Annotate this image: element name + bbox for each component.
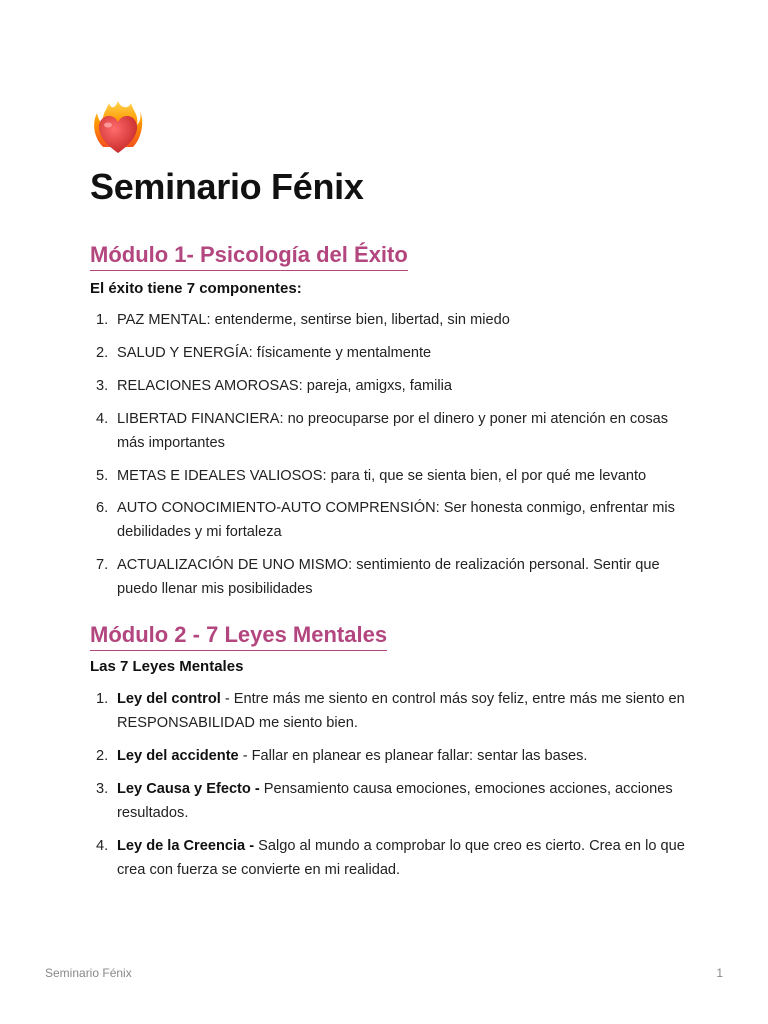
list-item <box>90 496 690 544</box>
list-item-number: 4. <box>96 411 109 427</box>
list-item-text: ACTUALIZACIÓN DE UNO MISMO: sentimiento de realización personal. Sentir que puedo llenar mis posibilidades <box>117 557 660 597</box>
list-item-text: - Fallar en planear es planear fallar: sentar las bases. <box>238 748 588 764</box>
list-item <box>90 308 690 332</box>
list-item-number: 7. <box>96 557 109 573</box>
list-item-text: RELACIONES AMOROSAS: pareja, amigxs, familia <box>117 378 452 394</box>
list-item <box>90 374 690 398</box>
list-item-number: 2. <box>96 748 109 764</box>
list-item-text: LIBERTAD FINANCIERA: no preocuparse por el dinero y poner mi atención en cosas más importantes <box>117 411 669 451</box>
module-1-subheading: El éxito tiene 7 componentes: <box>90 280 302 297</box>
list-item-number: 4. <box>96 838 109 854</box>
module-1-list <box>90 308 690 601</box>
list-item-number: 6. <box>96 500 109 516</box>
list-item-text: Pensamiento causa emociones, emociones acciones, acciones resultados. <box>117 781 673 821</box>
list-item <box>90 777 690 825</box>
list-item <box>90 464 690 488</box>
list-item <box>90 834 690 882</box>
list-item <box>90 407 690 455</box>
list-item-text: - Entre más me siento en control más soy feliz, entre más me siento en RESPONSABILIDAD me siento bien. <box>117 691 685 731</box>
law-name: Ley Causa y Efecto - <box>117 781 260 797</box>
list-item-number: 5. <box>96 468 109 484</box>
list-item-text: PAZ MENTAL: entenderme, sentirse bien, libertad, sin miedo <box>117 312 510 328</box>
footer-document-title: Seminario Fénix <box>45 966 132 980</box>
list-item <box>90 687 690 735</box>
list-item-number: 2. <box>96 345 109 361</box>
law-name: Ley del control <box>117 691 221 707</box>
module-2-list <box>90 687 690 882</box>
module-2-heading: Módulo 2 - 7 Leyes Mentales <box>90 622 387 651</box>
module-2-subheading: Las 7 Leyes Mentales <box>90 658 244 675</box>
list-item-number: 3. <box>96 378 109 394</box>
list-item-text: AUTO CONOCIMIENTO-AUTO COMPRENSIÓN: Ser honesta conmigo, enfrentar mis debilidades y mi fortaleza <box>117 500 675 540</box>
list-item <box>90 553 690 601</box>
heart-on-fire-icon <box>93 99 143 157</box>
module-1-heading: Módulo 1- Psicología del Éxito <box>90 242 408 271</box>
footer-page-number: 1 <box>716 966 723 980</box>
list-item-number: 1. <box>96 691 109 707</box>
list-item-text: METAS E IDEALES VALIOSOS: para ti, que se sienta bien, el por qué me levanto <box>117 468 647 484</box>
list-item-number: 1. <box>96 312 109 328</box>
list-item <box>90 744 690 768</box>
list-item-text: Salgo al mundo a comprobar lo que creo es cierto. Crea en lo que crea con fuerza se convierte en mi realidad. <box>117 838 685 878</box>
list-item-number: 3. <box>96 781 109 797</box>
law-name: Ley del accidente <box>117 748 239 764</box>
law-name: Ley de la Creencia - <box>117 838 255 854</box>
list-item <box>90 341 690 365</box>
list-item-text: SALUD Y ENERGÍA: físicamente y mentalmente <box>117 345 432 361</box>
document-title: Seminario Fénix <box>90 166 364 207</box>
